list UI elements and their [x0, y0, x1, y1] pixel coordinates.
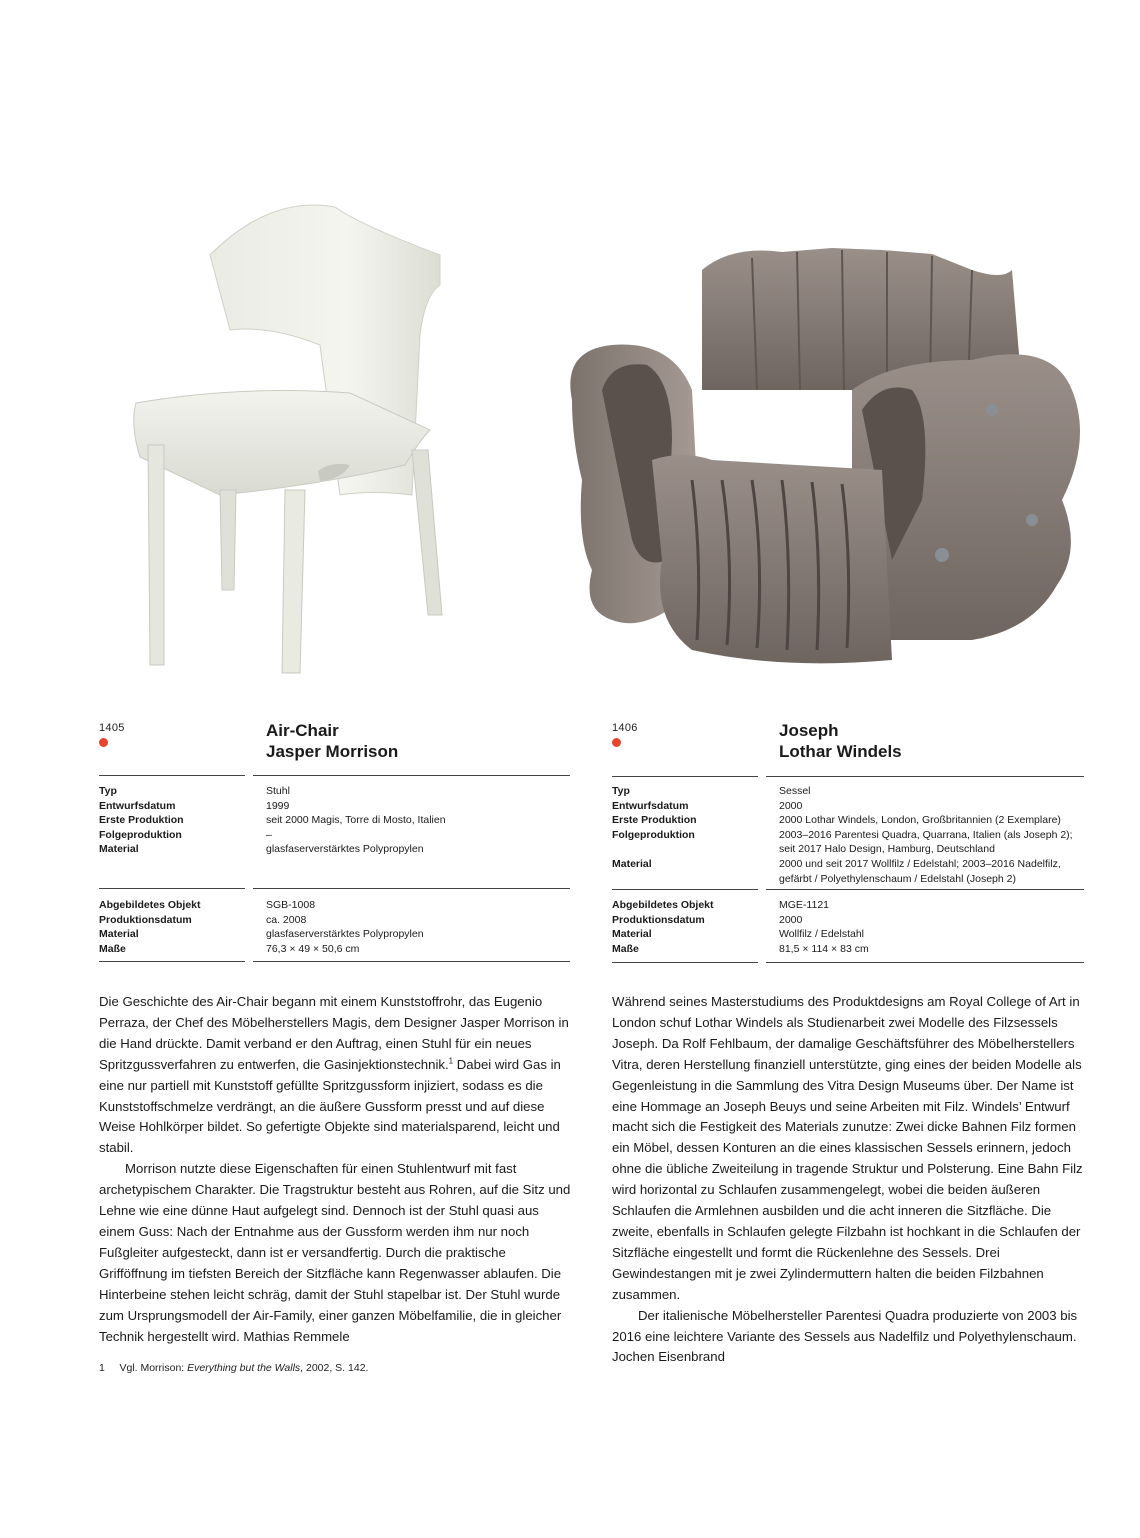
object-labels [99, 898, 201, 956]
entry-marker-dot [99, 738, 108, 747]
spec-value: 2000 und seit 2017 Wollfilz / Edelstahl; 2003–2016 Nadelfilz, [779, 857, 1061, 870]
body-paragraph: Die Geschichte des Air-Chair begann mit einem Kunststoffrohr, das Eugenio Perraza, der Chef des Möbelherstellers Magis, dem Designer Jasper Morrison in die Hand drückte. Damit verband er den Auftrag, einen Stuhl für ein neues Spritzgussverfahren zu entwerfen, die Gasinjektionstechnik.$^1$ Dabei wird Gas in eine nur partiell mit Kunststoff gefüllte Spritzgussform injiziert, sodass es die Kunststoffschmelze verdrängt, an die äußere Gussform presst und auf diese Weise Hohlkörper bildet. So gefertigte Objekte sind materialsparend, leicht und stabil. [99, 994, 569, 1156]
spec-values [779, 784, 1073, 886]
air-chair-image [120, 195, 460, 675]
divider [253, 888, 570, 889]
footnote-number: 1 [99, 1362, 105, 1374]
object-values [266, 898, 424, 956]
entry-title-line1: Joseph [779, 721, 839, 740]
spec-label: Folgeproduktion [612, 828, 695, 841]
entry-title [266, 720, 398, 762]
footnote-reference: 1 [448, 1056, 454, 1066]
object-value: Wollfilz / Edelstahl [779, 928, 865, 941]
spec-value: gefärbt / Polyethylenschaum / Edelstahl (Joseph 2) [779, 872, 1016, 885]
body-paragraph: Der italienische Möbelhersteller Parentesi Quadra produzierte von 2003 bis 2016 eine leichtere Variante des Sessels aus Nadelfilz und Polyethylenschaum. Jochen Eisenbrand [612, 1307, 1078, 1365]
object-value: ca. 2008 [266, 913, 307, 926]
spec-values [266, 784, 446, 857]
object-labels [612, 898, 714, 956]
spec-label: Material [612, 857, 652, 870]
spec-label: Erste Produktion [612, 814, 697, 827]
body-paragraph: Morrison nutzte diese Eigenschaften für einen Stuhlentwurf mit fast archetypischem Charakter. Die Tragstruktur besteht aus Rohren, auf die Sitz und Lehne wie eine dünne Haut aufgelegt sind. Dennoch ist der Stuhl quasi aus einem Guss: Nach der Entnahme aus der Gussform werden ihm nur noch Fußgleiter aufgesteckt, dann ist er versandfertig. Durch die praktische Grifföffnung im tiefsten Bereich der Sitzfläche kann Regenwasser ablaufen. Die Hinterbeine stehen leicht schräg, damit der Stuhl stapelbar ist. Der Stuhl wurde zum Ursprungsmodell der Air-Family, einer ganzen Möbelfamilie, die in gleicher Technik hergestellt wird. Mathias Remmele [99, 1161, 571, 1344]
object-label: Produktionsdatum [612, 913, 705, 926]
spec-labels [612, 784, 697, 886]
object-label: Maße [612, 942, 639, 955]
divider [612, 776, 758, 777]
spec-value: 2000 [779, 799, 803, 812]
object-label: Maße [99, 942, 126, 955]
object-value: 81,5 × 114 × 83 cm [779, 942, 869, 955]
spec-label [612, 872, 697, 887]
entry-body-text [612, 992, 1084, 1368]
spec-label: Entwurfsdatum [612, 799, 689, 812]
divider [253, 775, 570, 776]
entry-title-line2: Lothar Windels [779, 742, 902, 761]
divider [766, 962, 1084, 963]
object-values [779, 898, 869, 956]
object-value: SGB-1008 [266, 899, 316, 911]
spec-value: glasfaserverstärktes Polypropylen [266, 843, 424, 856]
spec-value: seit 2017 Halo Design, Hamburg, Deutschland [779, 843, 995, 856]
object-value: 76,3 × 49 × 50,6 cm [266, 942, 360, 955]
spec-value: Sessel [779, 785, 811, 797]
spec-label: Folgeproduktion [99, 828, 182, 841]
divider [253, 961, 570, 962]
divider [612, 962, 758, 963]
body-paragraph: Während seines Masterstudiums des Produktdesigns am Royal College of Art in London schuf Lothar Windels als Studienarbeit zwei Modelle des Filzsessels Joseph. Da Rolf Fehlbaum, der damalige Geschäftsführer des Möbelherstellers Vitra, deren Herstellung finanziell unterstützte, ging eines der beiden Modelle als Gegenleistung in die Sammlung des Vitra Design Museums über. Der Name ist eine Hommage an Joseph Beuys und seine Arbeiten mit Filz. Windels’ Entwurf macht sich die Festigkeit des Materials zunutze: Zwei dicke Bahnen Filz formen ein Möbel, dessen Konturen an die eines klassischen Sessels erinnern, jedoch ohne die übliche Zweiteilung in tragende Struktur und Polsterung. Eine Bahn Filz wird horizontal zu Schlaufen zusammengelegt, wobei die beiden äußeren Schlaufen die Armlehnen ausbilden und die acht inneren die Sitzfläche. Die zweite, ebenfalls in Schlaufen gelegte Filzbahn ist hochkant in die Schlaufen der Sitzfläche eingestellt und formt die Rückenlehne des Sessels. Drei Gewindestangen mit je zwei Zylindermuttern halten die beiden Filzbahnen zusammen. [612, 994, 1083, 1302]
entry-title-line2: Jasper Morrison [266, 742, 399, 761]
spec-label: Entwurfsdatum [99, 799, 176, 812]
object-value: 2000 [779, 913, 803, 926]
joseph-chair-image [552, 240, 1112, 680]
spec-label: Typ [612, 785, 630, 797]
object-value: MGE-1121 [779, 899, 829, 911]
entry-body-text [99, 992, 571, 1347]
spec-label [612, 842, 697, 857]
entry-number: 1405 [99, 722, 125, 734]
entry-number: 1406 [612, 722, 638, 734]
spec-value: Stuhl [266, 785, 290, 797]
spec-value: 2003–2016 Parentesi Quadra, Quarrana, Italien (als Joseph 2); [779, 828, 1073, 841]
spec-value: 2000 Lothar Windels, London, Großbritannien (2 Exemplare) [779, 814, 1061, 827]
object-label: Produktionsdatum [99, 913, 192, 926]
divider [99, 961, 245, 962]
spec-value: 1999 [266, 799, 290, 812]
object-label: Material [612, 928, 652, 941]
divider [766, 889, 1084, 890]
spec-label: Erste Produktion [99, 814, 184, 827]
object-label: Material [99, 928, 139, 941]
divider [99, 888, 245, 889]
footnote-book-title: Everything but the Walls [187, 1362, 301, 1374]
spec-label: Typ [99, 785, 117, 797]
object-value: glasfaserverstärktes Polypropylen [266, 928, 424, 941]
footnote: 1 Vgl. Morrison: Everything but the Walls, 2002, S. 142. [99, 1362, 369, 1374]
spec-label: Material [99, 843, 139, 856]
spec-value: seit 2000 Magis, Torre di Mosto, Italien [266, 814, 446, 827]
object-label: Abgebildetes Objekt [99, 899, 201, 911]
divider [612, 889, 758, 890]
entry-title-line1: Air-Chair [266, 721, 339, 740]
divider [766, 776, 1084, 777]
divider [99, 775, 245, 776]
spec-labels [99, 784, 184, 857]
object-label: Abgebildetes Objekt [612, 899, 714, 911]
entry-marker-dot [612, 738, 621, 747]
spec-value: – [266, 828, 272, 841]
entry-title [779, 720, 902, 762]
